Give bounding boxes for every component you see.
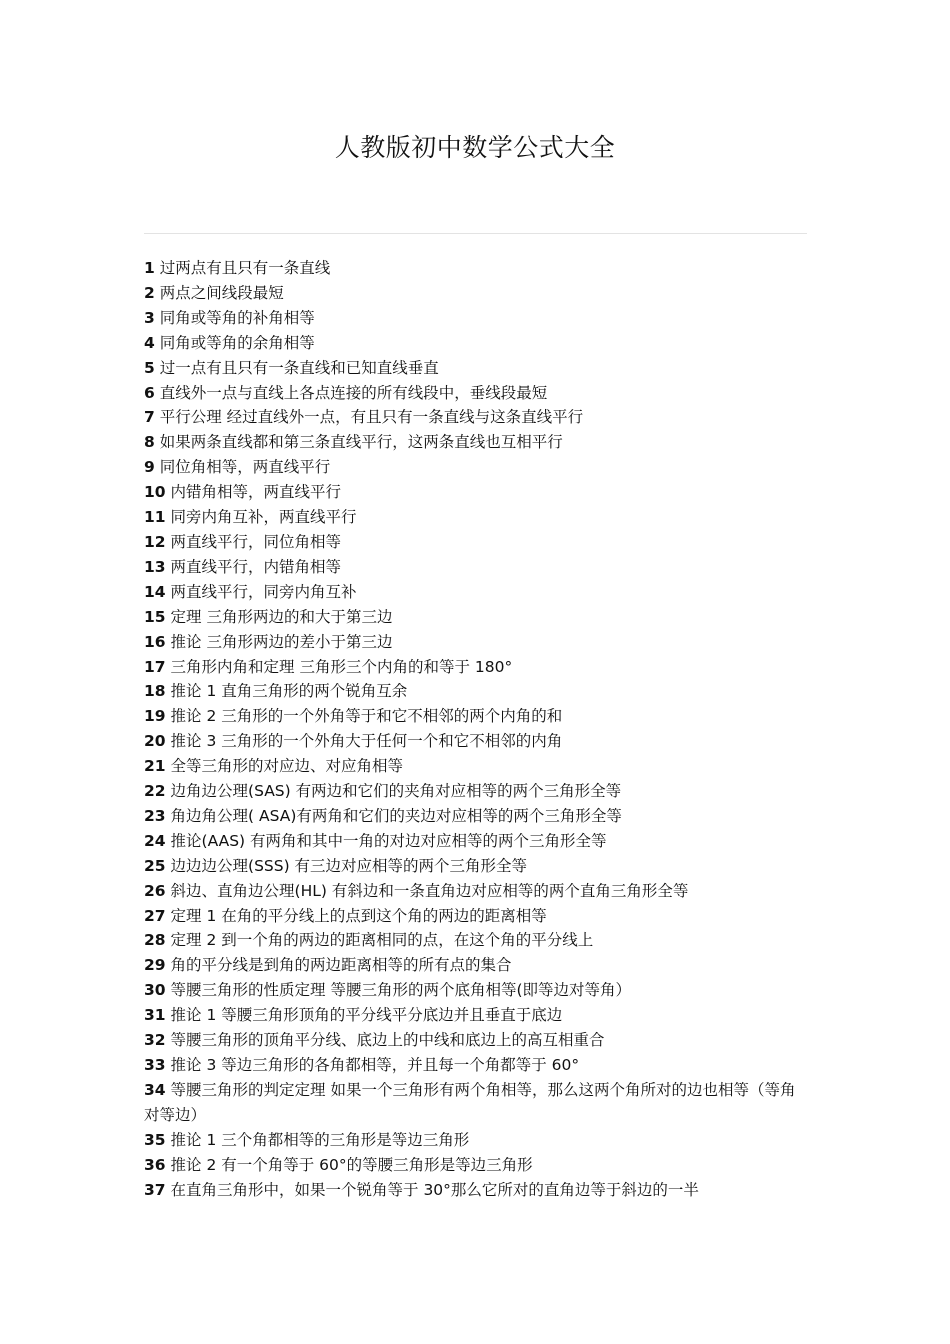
formula-item (144, 754, 807, 779)
formula-number: 3 (144, 308, 155, 327)
formula-number: 25 (144, 856, 166, 875)
formula-number: 8 (144, 433, 155, 452)
formula-item (144, 430, 807, 455)
formula-item (144, 928, 807, 953)
formula-number: 24 (144, 831, 166, 850)
formula-item (144, 729, 807, 754)
formula-item (144, 953, 807, 978)
formula-text: 等腰三角形的性质定理 等腰三角形的两个底角相等(即等边对等角） (170, 981, 631, 1000)
formula-number: 37 (144, 1180, 166, 1199)
formula-item (144, 455, 807, 480)
formula-number: 36 (144, 1155, 166, 1174)
formula-text: 三角形内角和定理 三角形三个内角的和等于 180° (170, 657, 513, 676)
formula-number: 9 (144, 458, 155, 477)
formula-item (144, 679, 807, 704)
formula-item (144, 1003, 807, 1028)
page-title: 人教版初中数学公式大全 (334, 133, 616, 162)
formula-number: 2 (144, 283, 155, 302)
formula-item (144, 779, 807, 804)
formula-number: 26 (144, 881, 166, 900)
formula-text: 全等三角形的对应边、对应角相等 (170, 757, 404, 776)
formula-item (144, 829, 807, 854)
formula-number: 34 (144, 1080, 166, 1099)
formula-text: 推论 3 三角形的一个外角大于任何一个和它不相邻的内角 (170, 732, 563, 751)
formula-number: 4 (144, 333, 155, 352)
formula-text: 两直线平行，同位角相等 (170, 532, 342, 551)
formula-number: 22 (144, 782, 166, 801)
formula-item (144, 405, 807, 430)
formula-text: 同角或等角的余角相等 (159, 333, 315, 352)
formula-number: 29 (144, 956, 166, 975)
formula-number: 35 (144, 1130, 166, 1149)
formula-number: 13 (144, 557, 166, 576)
formula-item (144, 381, 807, 406)
formula-number: 14 (144, 582, 166, 601)
formula-item (144, 331, 807, 356)
formula-text: 推论 1 三个角都相等的三角形是等边三角形 (170, 1130, 470, 1149)
formula-item (144, 356, 807, 381)
formula-item (144, 580, 807, 605)
formula-item (144, 1028, 807, 1053)
formula-number: 12 (144, 532, 166, 551)
formula-text: 同角或等角的补角相等 (159, 308, 315, 327)
formula-text: 如果两条直线都和第三条直线平行，这两条直线也互相平行 (159, 433, 563, 452)
formula-text: 平行公理 经过直线外一点，有且只有一条直线与这条直线平行 (159, 408, 584, 427)
formula-item (144, 1128, 807, 1153)
formula-number: 11 (144, 508, 166, 527)
formula-number: 31 (144, 1006, 166, 1025)
formula-text: 定理 2 到一个角的两边的距离相同的点，在这个角的平分线上 (170, 931, 594, 950)
formula-item (144, 1078, 807, 1128)
formula-number: 17 (144, 657, 166, 676)
formula-text: 推论(AAS) 有两角和其中一角的对边对应相等的两个三角形全等 (170, 831, 607, 850)
formula-item (144, 1178, 807, 1203)
formula-number: 18 (144, 682, 166, 701)
formula-number: 6 (144, 383, 155, 402)
formula-text: 两直线平行，内错角相等 (170, 557, 342, 576)
formula-text: 推论 1 直角三角形的两个锐角互余 (170, 682, 408, 701)
formula-item (144, 1153, 807, 1178)
formula-text: 过两点有且只有一条直线 (159, 259, 331, 277)
formula-number: 16 (144, 632, 166, 651)
formula-text: 同旁内角互补，两直线平行 (170, 508, 357, 527)
formula-text: 两直线平行，同旁内角互补 (170, 582, 357, 601)
divider (144, 233, 807, 234)
formula-number: 33 (144, 1056, 166, 1074)
formula-text: 推论 2 有一个角等于 60°的等腰三角形是等边三角形 (170, 1155, 533, 1174)
formula-text: 定理 1 在角的平分线上的点到这个角的两边的距离相等 (170, 906, 547, 925)
formula-number: 23 (144, 806, 166, 825)
formula-item (144, 630, 807, 655)
formula-text: 推论 2 三角形的一个外角等于和它不相邻的两个内角的和 (170, 707, 563, 726)
formula-item (144, 655, 807, 680)
formula-item (144, 804, 807, 829)
formula-number: 21 (144, 757, 166, 776)
formula-item (144, 605, 807, 630)
formula-number: 15 (144, 607, 166, 626)
formula-text: 在直角三角形中，如果一个锐角等于 30°那么它所对的直角边等于斜边的一半 (170, 1180, 699, 1199)
formula-item (144, 978, 807, 1003)
formula-number: 32 (144, 1031, 166, 1050)
formula-text: 角的平分线是到角的两边距离相等的所有点的集合 (170, 956, 512, 975)
formula-text: 推论 三角形两边的差小于第三边 (170, 632, 393, 651)
formula-item (144, 704, 807, 729)
formula-text: 同位角相等，两直线平行 (159, 458, 331, 477)
formula-list (144, 256, 807, 1202)
formula-text: 直线外一点与直线上各点连接的所有线段中，垂线段最短 (159, 383, 548, 402)
formula-item (144, 555, 807, 580)
formula-text: 定理 三角形两边的和大于第三边 (170, 607, 393, 626)
formula-item (144, 281, 807, 306)
formula-item (144, 854, 807, 879)
formula-number: 7 (144, 408, 155, 427)
formula-text: 边角边公理(SAS) 有两边和它们的夹角对应相等的两个三角形全等 (170, 782, 622, 801)
formula-item (144, 505, 807, 530)
formula-text: 等腰三角形的顶角平分线、底边上的中线和底边上的高互相重合 (170, 1031, 605, 1050)
formula-item (144, 480, 807, 505)
formula-number: 5 (144, 358, 155, 377)
formula-text: 内错角相等，两直线平行 (170, 483, 342, 502)
formula-item (144, 306, 807, 331)
formula-text: 角边角公理( ASA)有两角和它们的夹边对应相等的两个三角形全等 (170, 806, 622, 825)
formula-number: 27 (144, 906, 166, 925)
formula-text: 两点之间线段最短 (159, 283, 284, 302)
formula-number: 10 (144, 483, 166, 502)
formula-item (144, 256, 807, 281)
formula-text: 推论 3 等边三角形的各角都相等，并且每一个角都等于 60° (170, 1056, 580, 1074)
formula-item (144, 904, 807, 929)
formula-number: 20 (144, 732, 166, 751)
formula-item (144, 879, 807, 904)
formula-text: 斜边、直角边公理(HL) 有斜边和一条直角边对应相等的两个直角三角形全等 (170, 881, 689, 900)
formula-item (144, 530, 807, 555)
formula-item (144, 1053, 807, 1078)
formula-number: 28 (144, 931, 166, 950)
formula-text: 边边边公理(SSS) 有三边对应相等的两个三角形全等 (170, 856, 528, 875)
formula-number: 19 (144, 707, 166, 726)
formula-text: 推论 1 等腰三角形顶角的平分线平分底边并且垂直于底边 (170, 1006, 563, 1025)
formula-text: 等腰三角形的判定定理 如果一个三角形有两个角相等，那么这两个角所对的边也相等（等角对等边） (144, 1080, 796, 1124)
formula-number: 30 (144, 981, 166, 1000)
formula-text: 过一点有且只有一条直线和已知直线垂直 (159, 358, 439, 377)
formula-number: 1 (144, 259, 155, 277)
